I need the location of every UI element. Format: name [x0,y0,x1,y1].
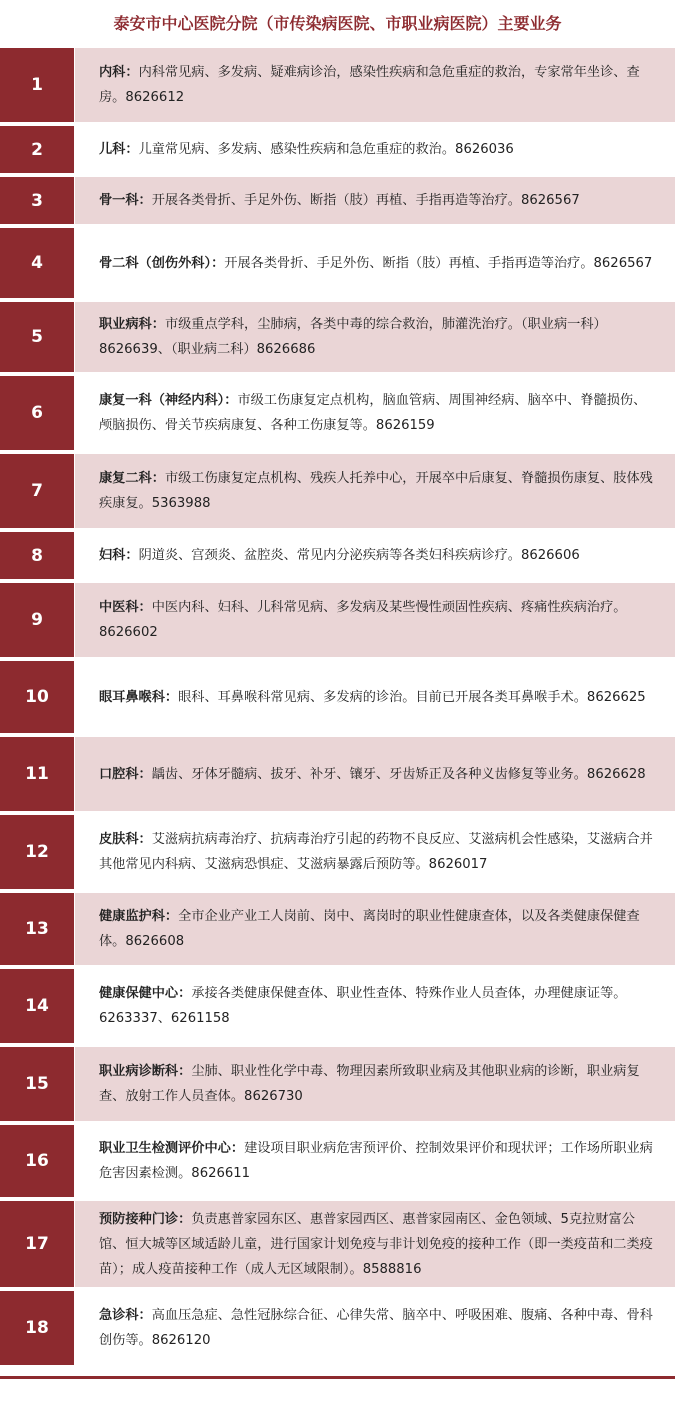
row-content [75,1047,675,1121]
department-name: 眼耳鼻喉科： [99,689,179,705]
department-description: 艾滋病抗病毒治疗、抗病毒治疗引起的药物不良反应、艾滋病机会性感染，艾滋病合并其他常见内科病、艾滋病恐惧症、艾滋病暴露后预防等。8626017 [99,832,653,872]
department-description: 市级工伤康复定点机构、残疾人托养中心，开展卒中后康复、脊髓损伤康复、肢体残疾康复。5363988 [99,471,653,511]
row-content [75,969,675,1043]
department-description: 龋齿、牙体牙髓病、拔牙、补牙、镶牙、牙齿矫正及各种义齿修复等业务。8626628 [151,766,646,782]
department-name: 儿科： [99,142,139,157]
table-row [0,1201,675,1287]
table-row [0,532,675,579]
row-content [75,1201,675,1287]
department-description: 尘肺、职业性化学中毒、物理因素所致职业病及其他职业病的诊断，职业病复查、放射工作人员查体。8626730 [99,1064,640,1104]
row-number: 13 [0,893,74,965]
department-description: 阴道炎、宫颈炎、盆腔炎、常见内分泌疾病等各类妇科疾病诊疗。8626606 [138,548,580,563]
table-row [0,1291,675,1365]
row-content [75,302,675,372]
department-description: 承接各类健康保健查体、职业性查体、特殊作业人员查体，办理健康证等。6263337、6261158 [99,986,627,1026]
table-row [0,1047,675,1121]
department-name: 口腔科： [99,766,152,782]
bottom-divider [0,1376,675,1379]
row-number: 8 [0,532,74,579]
department-name: 预防接种门诊： [99,1211,192,1227]
department-description: 儿童常见病、多发病、感染性疾病和急危重症的救治。8626036 [138,142,514,157]
row-number: 3 [0,177,74,224]
department-name: 中医科： [99,600,152,615]
table-row [0,737,675,811]
row-content [75,893,675,965]
department-description: 眼科、耳鼻喉科常见病、多发病的诊治。目前已开展各类耳鼻喉手术。8626625 [178,689,646,705]
department-description: 开展各类骨折、手足外伤、断指（肢）再植、手指再造等治疗。8626567 [151,193,580,208]
department-description: 市级重点学科，尘肺病，各类中毒的综合救治，肺灌洗治疗。（职业病一科）8626639、（职业病二科）8626686 [99,317,607,357]
table-row [0,48,675,122]
row-content [75,1125,675,1197]
department-description: 高血压急症、急性冠脉综合征、心律失常、脑卒中、呼吸困难、腹痛、各种中毒、骨科创伤等。8626120 [99,1308,653,1348]
department-name: 健康保健中心： [99,986,192,1001]
row-content [75,126,675,173]
row-content [75,454,675,528]
row-content [75,737,675,811]
table-row [0,1125,675,1197]
row-number: 12 [0,815,74,889]
department-name: 职业卫生检测评价中心： [99,1141,245,1156]
table-row [0,815,675,889]
row-number: 2 [0,126,74,173]
table-row [0,969,675,1043]
department-name: 职业病诊断科： [99,1064,192,1079]
table-row [0,661,675,733]
department-description: 中医内科、妇科、儿科常见病、多发病及某些慢性顽固性疾病、疼痛性疾病治疗。8626602 [99,600,627,640]
row-content [75,228,675,298]
row-number: 10 [0,661,74,733]
row-content [75,177,675,224]
table-row [0,454,675,528]
department-name: 急诊科： [99,1308,152,1323]
table-row [0,302,675,372]
table-row [0,177,675,224]
department-name: 职业病科： [99,317,165,332]
row-number: 4 [0,228,74,298]
table-row [0,583,675,657]
department-description: 市级工伤康复定点机构，脑血管病、周围神经病、脑卒中、脊髓损伤、颅脑损伤、骨关节疾病康复、各种工伤康复等。8626159 [99,393,647,433]
table-row [0,126,675,173]
department-name: 内科： [99,65,139,80]
page-title: 泰安市中心医院分院（市传染病医院、市职业病医院）主要业务 [113,14,562,33]
department-name: 康复二科： [99,471,165,486]
department-name: 骨二科（创伤外科）： [99,255,225,271]
row-content [75,583,675,657]
table-row [0,893,675,965]
department-description: 负责惠普家园东区、惠普家园西区、惠普家园南区、金色领域、5克拉财富公馆、恒大城等区域适龄儿童，进行国家计划免疫与非计划免疫的接种工作（即一类疫苗和二类疫苗）；成人疫苗接种工作（成人无区域限制）。8588816 [99,1211,653,1277]
row-number: 5 [0,302,74,372]
row-content [75,376,675,450]
row-number: 15 [0,1047,74,1121]
row-number: 7 [0,454,74,528]
row-content [75,815,675,889]
row-number: 16 [0,1125,74,1197]
row-number: 11 [0,737,74,811]
row-number: 6 [0,376,74,450]
department-name: 康复一科（神经内科）： [99,393,238,408]
row-number: 14 [0,969,74,1043]
department-name: 健康监护科： [99,909,179,924]
department-name: 骨一科： [99,193,152,208]
row-number: 1 [0,48,74,122]
row-number: 17 [0,1201,74,1287]
row-number: 9 [0,583,74,657]
row-content [75,1291,675,1365]
table-row [0,228,675,298]
department-description: 开展各类骨折、手足外伤、断指（肢）再植、手指再造等治疗。8626567 [224,255,653,271]
row-content [75,661,675,733]
row-content [75,48,675,122]
row-content [75,532,675,579]
department-description: 全市企业产业工人岗前、岗中、离岗时的职业性健康查体，以及各类健康保健查体。8626608 [99,909,640,949]
department-name: 妇科： [99,548,139,563]
department-name: 皮肤科： [99,832,152,847]
row-number: 18 [0,1291,74,1365]
department-description: 建设项目职业病危害预评价、控制效果评价和现状评；工作场所职业病危害因素检测。8626611 [99,1141,653,1181]
table-row [0,376,675,450]
department-description: 内科常见病、多发病、疑难病诊治，感染性疾病和急危重症的救治，专家常年坐诊、查房。8626612 [99,65,640,105]
